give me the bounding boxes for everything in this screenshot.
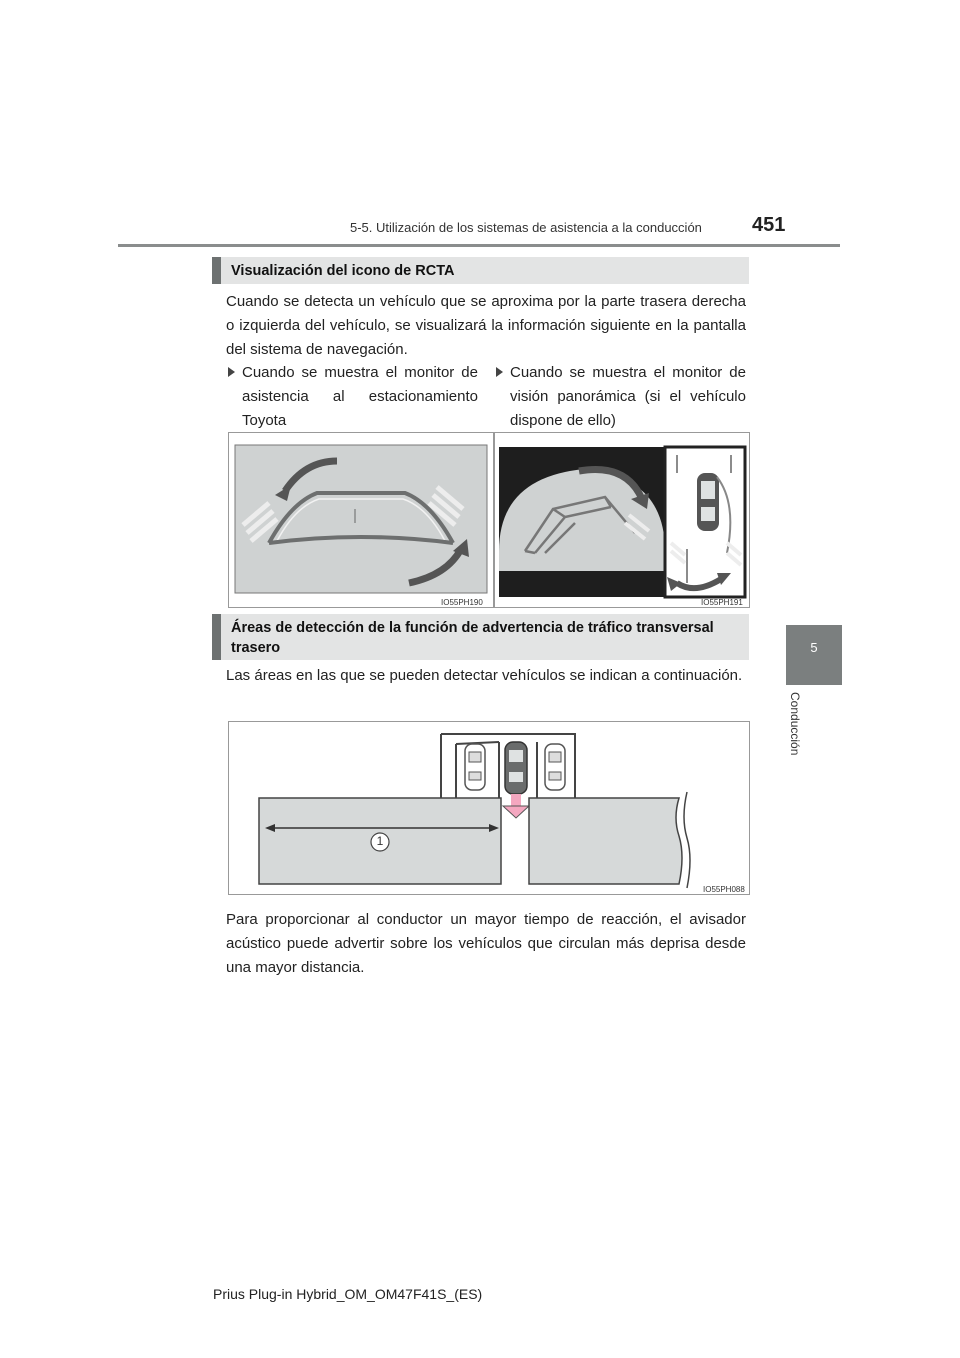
bullet-arrow-icon: [228, 367, 235, 377]
panoramic-view-illustration: [495, 433, 749, 607]
section-heading-detection-areas: Áreas de detección de la función de advertencia de tráfico transversal trasero: [212, 614, 749, 660]
page-number: 451: [752, 214, 786, 236]
bullet-panoramic-view-text: Cuando se muestra el monitor de visión panorámica (si el vehículo dispone de ello): [510, 364, 746, 429]
section-heading-rcta-icon: Visualización del icono de RCTA: [212, 257, 749, 284]
figure-code: IO55PH088: [703, 885, 745, 894]
callout-number: 1: [376, 834, 384, 848]
figure-code: IO55PH190: [441, 598, 483, 607]
bullet-parking-assist: [228, 361, 478, 433]
parking-assist-illustration: [229, 433, 493, 607]
section1-intro: Cuando se detecta un vehículo que se aproxima por la parte trasera derecha o izquierda del vehículo, se visualizará la información siguiente en la pantalla del sistema de navegación.: [226, 293, 746, 358]
chapter-tab-label: [788, 692, 802, 772]
header-rule: [118, 244, 840, 247]
bullet-panoramic-view: [496, 361, 746, 433]
figure-parking-assist-monitor: [228, 432, 494, 608]
chapter-tab-label-text: Conducción: [788, 692, 802, 756]
figure-panoramic-view-monitor: [494, 432, 750, 608]
footer-document-id: Prius Plug-in Hybrid_OM_OM47F41S_(ES): [213, 1286, 483, 1302]
figure-detection-areas: [228, 721, 750, 895]
header-section-title: 5-5. Utilización de los sistemas de asistencia a la conducción: [350, 220, 702, 235]
bullet-parking-assist-text: Cuando se muestra el monitor de asistencia al estacionamiento Toyota: [242, 364, 478, 429]
bullet-arrow-icon: [496, 367, 503, 377]
chapter-tab: [786, 625, 842, 685]
section2-closing: Para proporcionar al conductor un mayor tiempo de reacción, el avisador acústico puede advertir sobre los vehículos que circulan más deprisa desde una mayor distancia.: [226, 911, 746, 976]
figure-code: IO55PH191: [701, 598, 743, 607]
detection-areas-illustration: [229, 722, 749, 894]
chapter-tab-number: 5: [810, 640, 818, 655]
section2-intro: Las áreas en las que se pueden detectar vehículos se indican a continuación.: [226, 667, 743, 684]
